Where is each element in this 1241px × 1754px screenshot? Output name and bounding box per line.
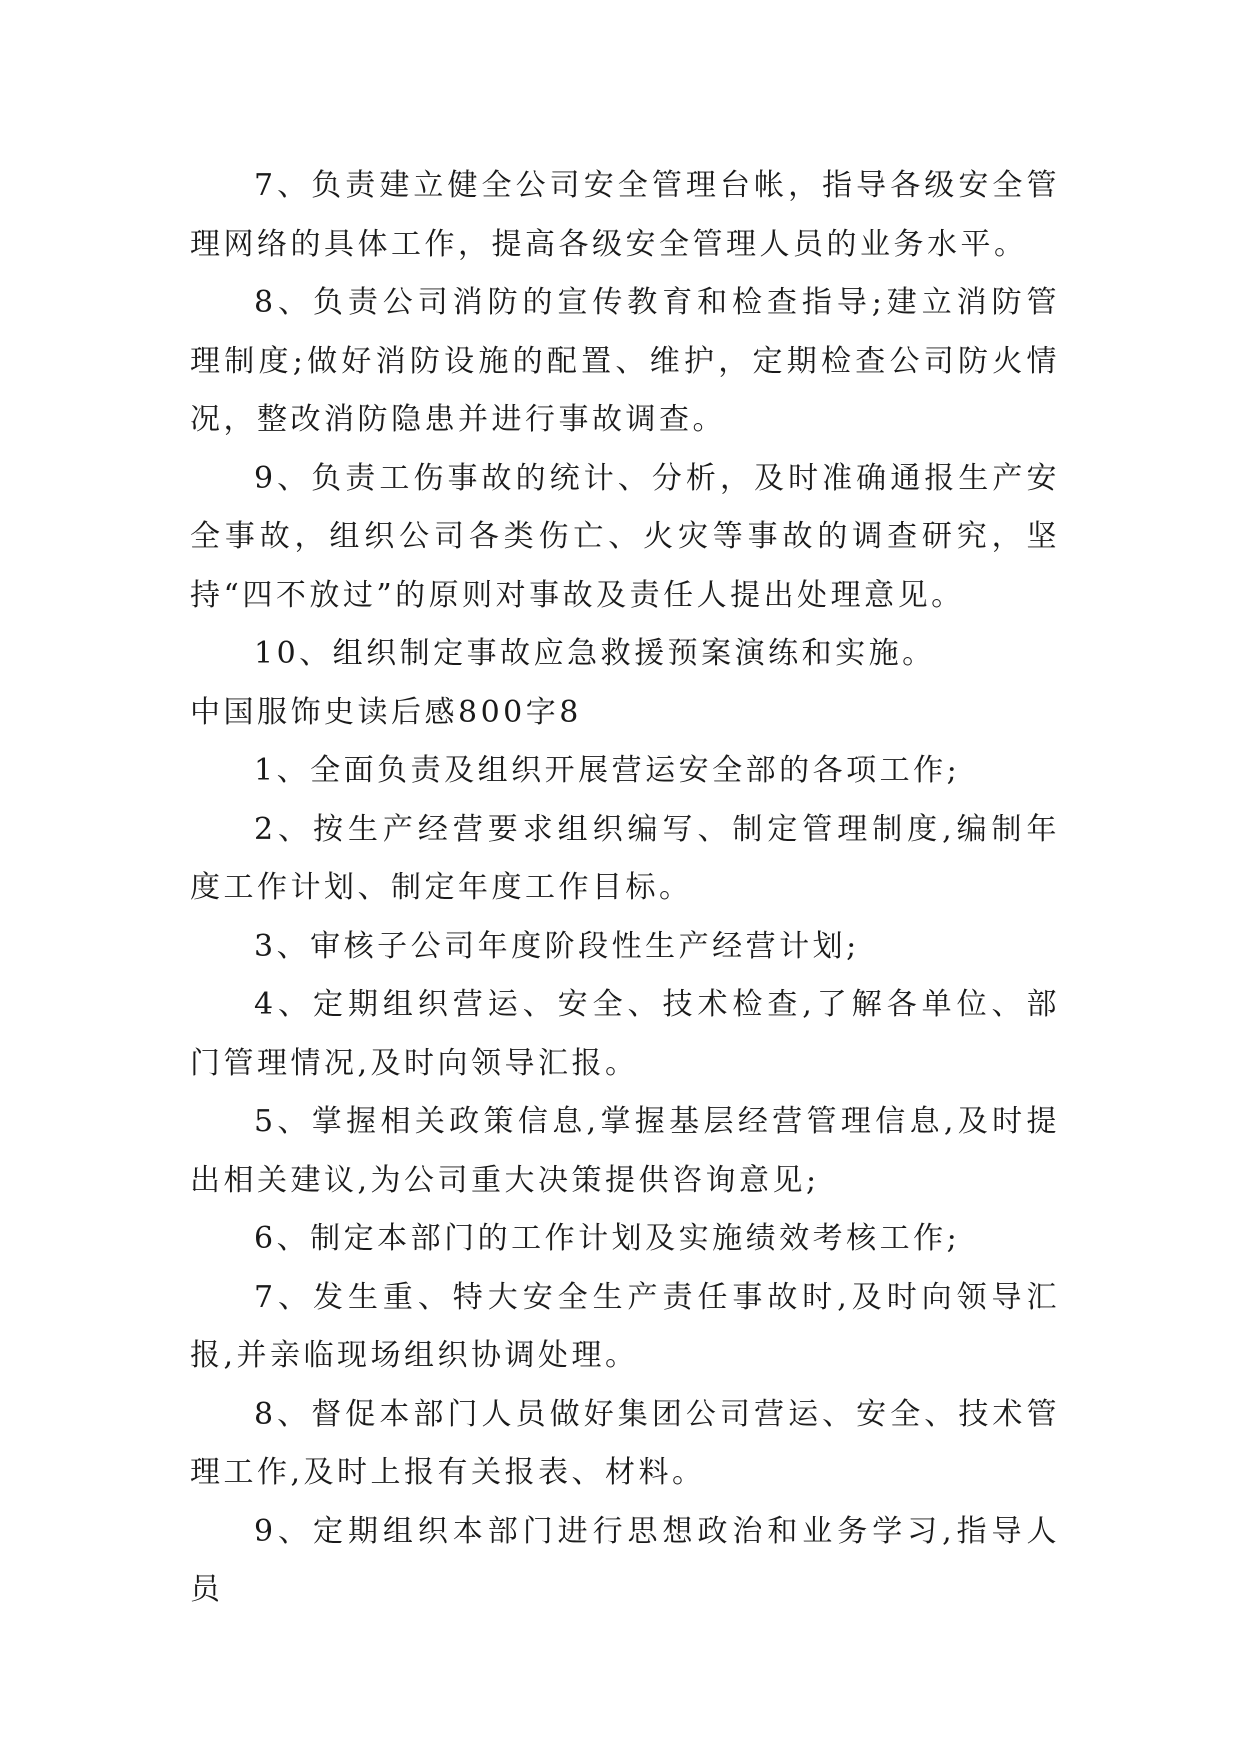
paragraph-item-3-review-plans: 3、审核子公司年度阶段性生产经营计划; — [254, 928, 860, 964]
paragraph-item-2-management-system: 2、按生产经营要求组织编写、制定管理制度,编制年度工作计划、制定年度工作目标。 — [190, 811, 1060, 905]
paragraph-item-10-emergency-plan: 10、组织制定事故应急救援预案演练和实施。 — [254, 636, 936, 671]
document-body — [190, 157, 1060, 1620]
paragraph-item-9-accident-statistics: 9、负责工伤事故的统计、分析，及时准确通报生产安全事故，组织公司各类伤亡、火灾等事故的调查研究，坚持“四不放过”的原则对事故及责任人提出处理意见。 — [190, 460, 1060, 613]
paragraph-item-5-policy-information: 5、掌握相关政策信息,掌握基层经营管理信息,及时提出相关建议,为公司重大决策提供咨询意见; — [190, 1104, 1060, 1198]
paragraph-item-8-supervise-staff: 8、督促本部门人员做好集团公司营运、安全、技术管理工作,及时上报有关报表、材料。 — [190, 1396, 1060, 1490]
paragraph-item-8-fire-safety: 8、负责公司消防的宣传教育和检查指导;建立消防管理制度;做好消防设施的配置、维护，定期检查公司防火情况，整改消防隐患并进行事故调查。 — [190, 285, 1060, 437]
paragraph-item-6-work-plan: 6、制定本部门的工作计划及实施绩效考核工作; — [254, 1221, 961, 1256]
paragraph-item-1-overall-responsibility: 1、全面负责及组织开展营运安全部的各项工作; — [254, 753, 961, 788]
section-heading: 中国服饰史读后感800字8 — [190, 694, 582, 730]
paragraph-item-4-inspections: 4、定期组织营运、安全、技术检查,了解各单位、部门管理情况,及时向领导汇报。 — [190, 987, 1060, 1081]
paragraph-item-7-major-accidents: 7、发生重、特大安全生产责任事故时,及时向领导汇报,并亲临现场组织协调处理。 — [190, 1279, 1060, 1373]
paragraph-item-7-safety-ledger: 7、负责建立健全公司安全管理台帐，指导各级安全管理网络的具体工作，提高各级安全管理人员的业务水平。 — [190, 168, 1060, 262]
paragraph-item-9-study: 9、定期组织本部门进行思想政治和业务学习,指导人员 — [190, 1513, 1060, 1607]
